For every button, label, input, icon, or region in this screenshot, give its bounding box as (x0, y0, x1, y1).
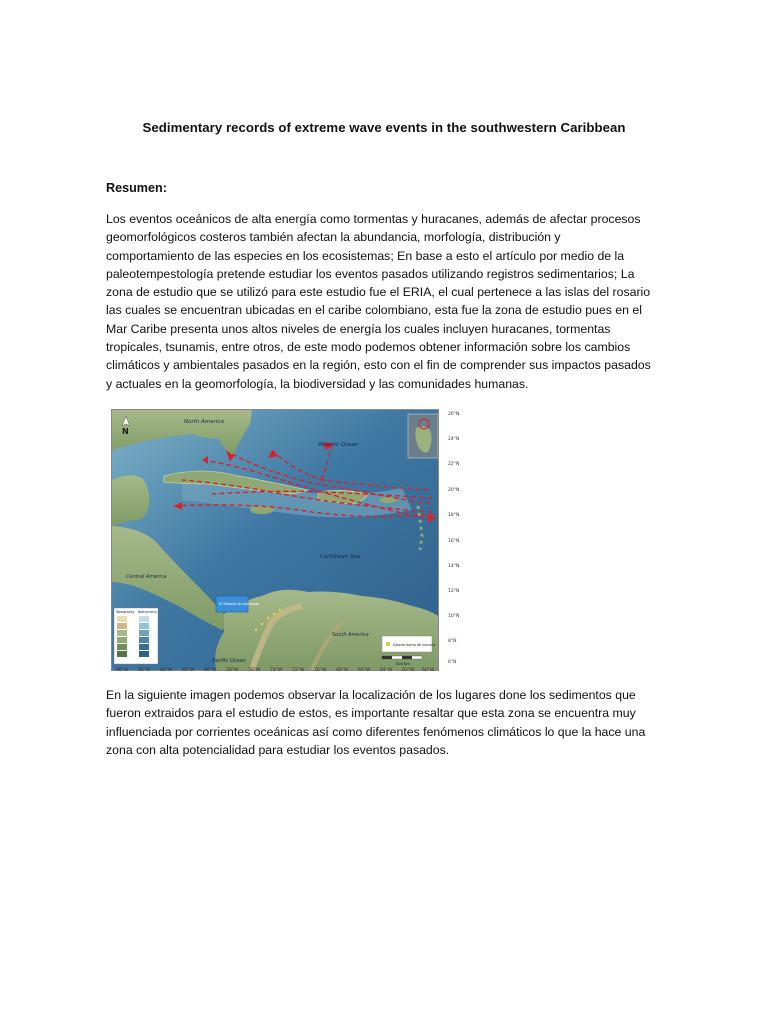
study-area-map-figure (112, 410, 466, 673)
diapir-dot (255, 629, 257, 631)
longitude-label: 60°W (422, 668, 435, 673)
longitude-label: 82°W (182, 668, 195, 673)
diapir-dot (273, 613, 275, 615)
abstract-line: zona de estudio que se utilizó para este estudio fue el ERIA, el cual pertenece a las islas del rosario (106, 285, 651, 300)
legend-swatch (117, 623, 127, 629)
latitude-label: 12°N (448, 589, 460, 594)
diapir-dot (261, 623, 263, 625)
longitude-label: 88°W (116, 668, 129, 673)
longitude-label: 72°W (292, 668, 305, 673)
legend-swatch (139, 637, 149, 643)
longitude-label: 76°W (248, 668, 261, 673)
latitude-label: 6°N (448, 660, 457, 665)
latitude-label: 10°N (448, 614, 460, 619)
legend-swatch (139, 644, 149, 650)
latitude-axis (448, 410, 468, 670)
diapir-dot (279, 609, 281, 611)
map-image (112, 410, 438, 670)
longitude-label: 84°W (160, 668, 173, 673)
caribbean-map (112, 410, 438, 670)
abstract-line: geomorfológicos costeros también afectan la abundancia, morfología, distribución y (106, 230, 561, 245)
longitude-label: 74°W (270, 668, 283, 673)
label-north-america: North America (184, 419, 224, 425)
scale-bar-segment (402, 656, 412, 659)
legend-swatch (139, 616, 149, 622)
abstract-line: tropicales, tsunamis, entre otros, de este modo podemos obtener información sobre los cambios (106, 340, 631, 355)
legend-swatch (139, 630, 149, 636)
longitude-axis (112, 668, 438, 676)
scale-bar-label: 500 Km (396, 662, 410, 666)
longitude-label: 64°W (380, 668, 393, 673)
caption-line: En la siguiente imagen podemos observar la localización de los lugares done los sedimentos que (106, 688, 636, 702)
abstract-line: comportamiento de las especies en los ecosistemas; En base a esto el artículo por medio de la (106, 248, 625, 263)
longitude-label: 78°W (226, 668, 239, 673)
rosario-label: El Rosario Archipelago (219, 602, 260, 606)
abstract-line: Mar Caribe presenta unos altos niveles de energía los cuales incluyen huracanes, tormentas (106, 321, 611, 336)
label-caribbean-sea: Caribbean Sea (320, 554, 361, 560)
latitude-label: 8°N (448, 639, 457, 644)
legend-swatch (139, 651, 149, 657)
abstract-line: las cuales se encuentran ubicadas en el caribe colombiano, esta fue la zona de estudio pues en el (106, 303, 642, 318)
abstract-line: climáticos y ambientales pasados en la región, esto con el fin de comprender sus impactos pasados (106, 358, 651, 373)
legend-swatch (117, 651, 127, 657)
legend-swatch (117, 616, 127, 622)
longitude-label: 86°W (138, 668, 151, 673)
scale-bar-segment (382, 656, 392, 659)
legend-swatch (117, 637, 127, 643)
longitude-label: 80°W (204, 668, 217, 673)
diapir-dot (267, 617, 269, 619)
label-south-america: South America (332, 632, 369, 638)
label-atlantic-ocean: Atlantic Ocean (318, 442, 359, 448)
legend-topography-label: Topography (116, 610, 135, 614)
latitude-label: 22°N (448, 462, 460, 467)
caption-line: fueron extraidos para el estudio de estos, es importante resaltar que esta zona se encuentra muy (106, 706, 636, 721)
longitude-label: 66°W (358, 668, 371, 673)
label-pacific-ocean: Pacific Ocean (212, 658, 246, 664)
abstract-paragraph (106, 210, 666, 393)
diapir-legend-label: Diapiro domo de volcano (393, 643, 436, 647)
abstract-heading: Resumen: (106, 181, 167, 195)
legend-swatch (117, 644, 127, 650)
latitude-label: 26°N (448, 412, 460, 417)
longitude-label: 70°W (314, 668, 327, 673)
abstract-line: y actuales en la geomorfología, la biodiversidad y las comunidades humanas. (106, 376, 529, 391)
document-title: Sedimentary records of extreme wave events in the southwestern Caribbean (142, 120, 626, 135)
legend-swatch (139, 623, 149, 629)
longitude-label: 62°W (402, 668, 415, 673)
diapir-legend-dot (386, 642, 390, 646)
latitude-label: 20°N (448, 488, 460, 493)
latitude-label: 24°N (448, 437, 460, 442)
latitude-label: 14°N (448, 564, 460, 569)
abstract-line: paleotempestología pretende estudiar los eventos pasados utilizando registros sedimentarios; La (106, 266, 635, 281)
longitude-label: 68°W (336, 668, 349, 673)
latitude-label: 18°N (448, 513, 460, 518)
caption-line: zona con alta potencialidad para estudiar los eventos pasados. (106, 742, 450, 757)
label-central-america: Central America (126, 574, 167, 580)
latitude-label: 16°N (448, 539, 460, 544)
figure-caption-paragraph (106, 686, 666, 759)
legend-bathymetry-label: Bathymetry (138, 610, 157, 614)
caption-line: influenciada por corrientes oceánicas así como diferentes fenómenos climáticos lo que la hace una (106, 724, 646, 739)
north-arrow-label: N (122, 427, 129, 436)
elevation-legend (114, 608, 158, 664)
diapir-legend (382, 636, 435, 652)
legend-swatch (117, 630, 127, 636)
abstract-line: Los eventos oceánicos de alta energía como tormentas y huracanes, además de afectar procesos (106, 212, 641, 226)
inset-map (408, 414, 438, 458)
